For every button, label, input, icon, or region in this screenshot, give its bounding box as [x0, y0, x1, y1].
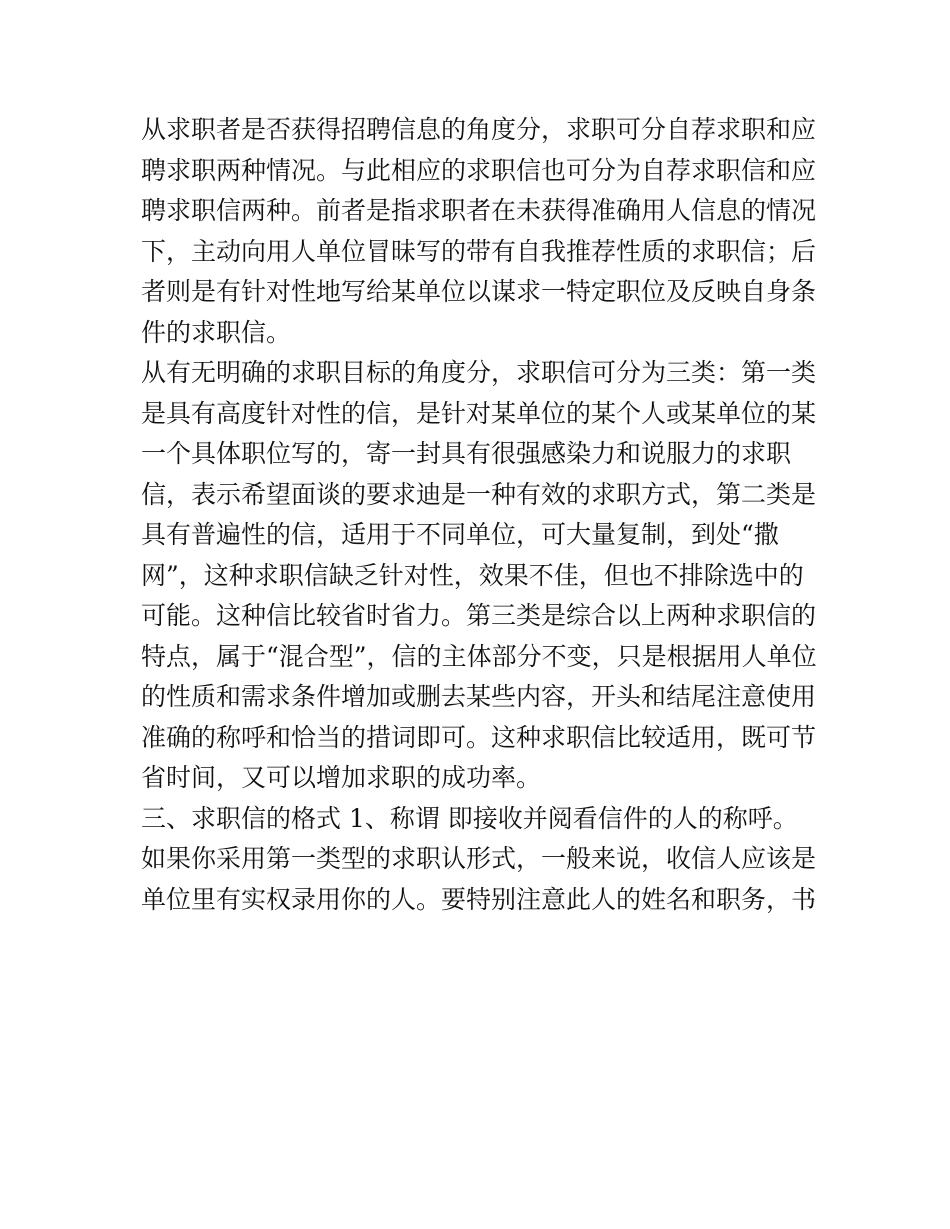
- text-line: 下，主动向用人单位冒昧写的带有自我推荐性质的求职信；后: [141, 236, 817, 266]
- text-line: 如果你采用第一类型的求职认形式，一般来说，收信人应该是: [141, 844, 817, 873]
- text-line: 聘求职信两种。前者是指求职者在未获得准确用人信息的情况: [141, 196, 817, 225]
- text-line: 网”，这种求职信缺乏针对性，效果不佳，但也不排除选中的: [141, 560, 804, 590]
- text-line: 从求职者是否获得招聘信息的角度分，求职可分自荐求职和应: [141, 115, 817, 144]
- text-line: 准确的称呼和恰当的措词即可。这种求职信比较适用，既可节: [141, 722, 817, 752]
- text-line: 可能。这种信比较省时省力。第三类是综合以上两种求职信的: [141, 601, 817, 630]
- text-line: 件的求职信。: [141, 317, 292, 347]
- text-line: 一个具体职位写的，寄一封具有很强感染力和说服力的求职: [141, 439, 792, 468]
- text-line: 从有无明确的求职目标的角度分，求职信可分为三类：第一类: [141, 358, 817, 387]
- text-line: 单位里有实权录用你的人。要特别注意此人的姓名和职务，书: [141, 884, 817, 914]
- text-line: 具有普遍性的信，适用于不同单位，可大量复制，到处“撒: [141, 520, 779, 549]
- text-line: 特点，属于“混合型”，信的主体部分不变，只是根据用人单位: [141, 641, 817, 671]
- text-line: 信，表示希望面谈的要求迪是一种有效的求职方式，第二类是: [141, 479, 817, 509]
- text-line: 是具有高度针对性的信，是针对某单位的某个人或某单位的某: [141, 398, 817, 428]
- text-line: 省时间，又可以增加求职的成功率。: [141, 763, 542, 792]
- text-line: 的性质和需求条件增加或删去某些内容，开头和结尾注意使用: [141, 682, 817, 711]
- document-body: [141, 110, 817, 920]
- text-line: 者则是有针对性地写给某单位以谋求一特定职位及反映自身条: [141, 277, 817, 306]
- text-line: 聘求职两种情况。与此相应的求职信也可分为自荐求职信和应: [141, 155, 817, 185]
- text-line: 三、求职信的格式 1、称谓 即接收并阅看信件的人的称呼。: [141, 803, 798, 833]
